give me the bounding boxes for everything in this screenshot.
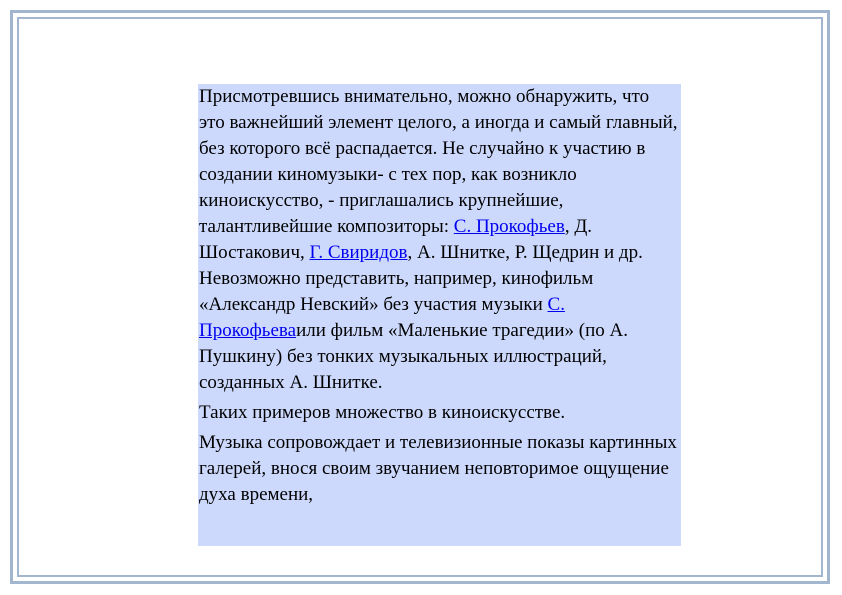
- paragraph-1-text-c: , А. Шнитке, Р. Щедрин и др.: [407, 242, 643, 263]
- paragraph-examples: Таких примеров множество в киноискусстве.: [199, 402, 566, 423]
- paragraph-2-text-b: или фильм «Маленькие трагедии» (по А. Пушкину) без тонких музыкальных иллюстраций, созданных А. Шнитке.: [199, 320, 629, 393]
- paragraph-1-text-a: Присмотревшись внимательно, можно обнаружить, что это важнейший элемент целого, а иногда и самый главный, без которого всё распадается. Не случайно к участию в создании киномузыки- с тех пор, как возникло киноискусство, - приглашались крупнейшие, талантливейшие композиторы:: [199, 86, 678, 237]
- link-sviridov[interactable]: Г. Свиридов: [309, 242, 408, 263]
- link-prokofieva[interactable]: С. Прокофьева: [199, 294, 565, 341]
- paragraph-television: Музыка сопровождает и телевизионные показы картинных галерей, внося своим звучанием неповторимое ощущение духа времени,: [199, 432, 677, 505]
- paragraph-1-text-b: , Д. Шостакович,: [199, 216, 593, 263]
- paragraph-2-text-a: Невозможно представить, например, кинофильм «Александр Невский» без участия музыки: [199, 268, 594, 315]
- text-block: [198, 84, 681, 546]
- link-prokofiev[interactable]: С. Прокофьев: [453, 216, 565, 237]
- paragraph-composers: [199, 84, 679, 266]
- paragraph-films: [199, 266, 679, 396]
